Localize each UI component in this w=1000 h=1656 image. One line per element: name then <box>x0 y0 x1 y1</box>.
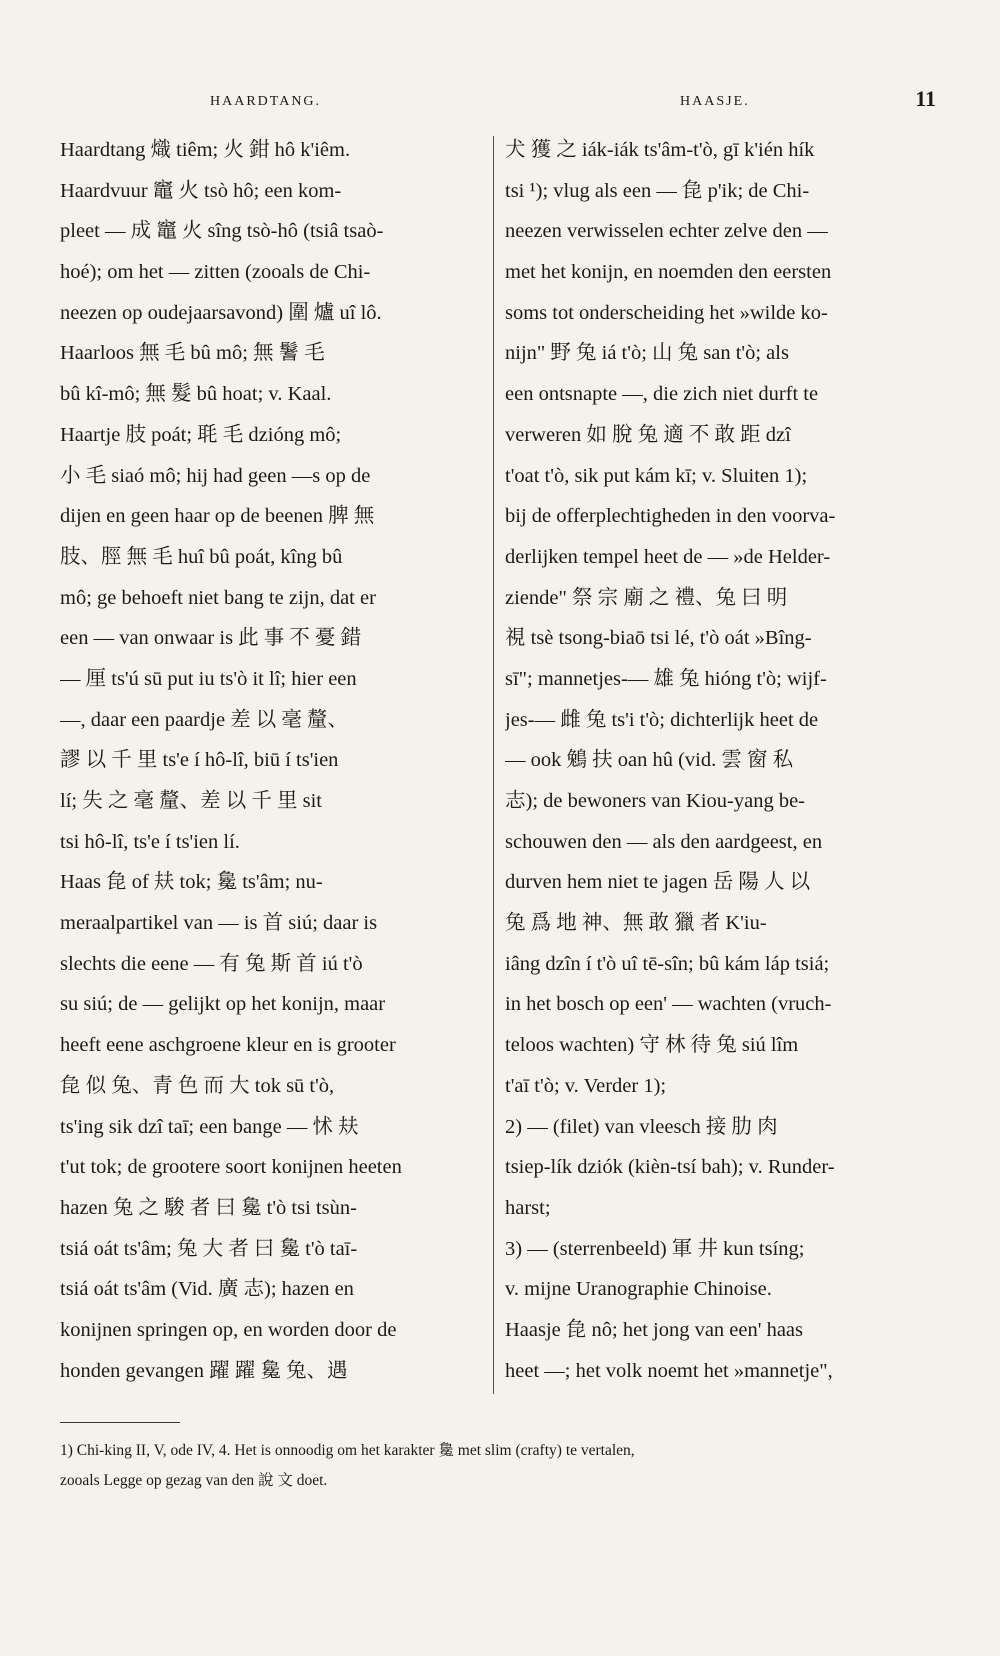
left-column-line: — 厘 ts'ú sū put iu ts'ò it lî; hier een <box>60 667 357 690</box>
right-column-line: bij de offerplechtigheden in den voorva- <box>505 505 836 528</box>
right-column-line: 3) — (sterrenbeeld) 軍 井 kun tsíng; <box>505 1237 805 1260</box>
left-column-line: konijnen springen op, en worden door de <box>60 1318 397 1341</box>
left-column-line: —, daar een paardje 差 以 毫 釐、 <box>60 708 349 731</box>
right-column-line: nijn" 野 兔 iá t'ò; 山 兔 san t'ò; als <box>505 342 789 365</box>
left-column-line: pleet — 成 竈 火 sîng tsò-hô (tsiâ tsaò- <box>60 220 384 243</box>
right-column-line: t'aī t'ò; v. Verder 1); <box>505 1074 667 1097</box>
right-column-line: soms tot onderscheiding het »wilde ko- <box>505 301 828 324</box>
left-column-line: hazen 兔 之 駿 者 曰 毚 t'ò tsi tsùn- <box>60 1196 357 1219</box>
right-column-line: jes-— 雌 兔 ts'i t'ò; dichterlijk heet de <box>505 708 819 731</box>
left-column-line: een — van onwaar is 此 事 不 憂 錯 <box>60 627 362 650</box>
right-column-line: derlijken tempel heet de — »de Helder- <box>505 545 831 568</box>
page-header <box>60 86 940 120</box>
right-column-line: 2) — (filet) van vleesch 接 肋 肉 <box>505 1115 778 1138</box>
right-column-line: heet —; het volk noemt het »mannetje", <box>505 1359 833 1382</box>
left-column <box>60 130 480 1391</box>
right-column-line: 志); de bewoners van Kiou-yang be- <box>505 790 806 812</box>
right-column-line: schouwen den — als den aardgeest, en <box>505 830 823 853</box>
right-column <box>505 130 930 1391</box>
footnotes-line: zooals Legge op gezag van den 說 文 doet. <box>60 1472 328 1489</box>
left-column-line: Haardvuur 竈 火 tsò hô; een kom- <box>60 179 342 202</box>
left-column-line: honden gevangen 躍 躍 毚 兔、遇 <box>60 1359 348 1382</box>
left-column-line: su siú; de — gelijkt op het konijn, maar <box>60 993 386 1016</box>
left-column-line: ts'ing sik dzî taī; een bange — 怵 㚘 <box>60 1115 359 1138</box>
left-column-line: slechts die eene — 有 兔 斯 首 iú t'ò <box>60 952 363 975</box>
left-column-line: heeft eene aschgroene kleur en is grooter <box>60 1034 396 1057</box>
left-column-line: dijen en geen haar op de beenen 脾 無 <box>60 505 375 528</box>
left-column-line: 謬 以 千 里 ts'e í hô-lî, biū í ts'ien <box>60 749 339 772</box>
left-column-line: t'ut tok; de grootere soort konijnen heeten <box>60 1156 402 1179</box>
right-column-line: tsi ¹); vlug als een — 㲋 p'ik; de Chi- <box>505 179 810 202</box>
right-column-line: sī"; mannetjes-— 雄 兔 hióng t'ò; wijf- <box>505 667 827 690</box>
right-column-line: met het konijn, en noemden den eersten <box>505 261 832 284</box>
left-column-line: tsi hô-lî, ts'e í ts'ien lí. <box>60 830 240 853</box>
right-column-line: — ook 鵵 扶 oan hû (vid. 雲 窗 私 <box>505 749 794 772</box>
running-head-right: HAASJE. <box>680 94 750 109</box>
left-column-line: neezen op oudejaarsavond) 圍 爐 uî lô. <box>60 301 382 324</box>
left-column-line: 小 毛 siaó mô; hij had geen —s op de <box>60 464 371 487</box>
footnotes-line: 1) Chi-king II, V, ode IV, 4. Het is onnoodig om het karakter 毚 met slim (crafty) te vertalen, <box>60 1442 635 1459</box>
right-column-line: in het bosch op een' — wachten (vruch- <box>505 993 832 1016</box>
page-number: 11 <box>915 86 936 111</box>
right-column-line: Haasje 㲋 nô; het jong van een' haas <box>505 1318 804 1341</box>
right-column-line: neezen verwisselen echter zelve den — <box>505 220 828 243</box>
left-column-line: Haas 㲋 of 㚘 tok; 毚 ts'âm; nu- <box>60 871 323 894</box>
right-column-line: durven hem niet te jagen 岳 陽 人 以 <box>505 871 811 894</box>
left-column-line: hoé); om het — zitten (zooals de Chi- <box>60 261 371 284</box>
left-column-line: bû kî-mô; 無 髮 bû hoat; v. Kaal. <box>60 383 332 406</box>
left-column-line: Haarloos 無 毛 bû mô; 無 鬐 毛 <box>60 342 325 365</box>
right-column-line: v. mijne Uranographie Chinoise. <box>505 1278 772 1301</box>
left-column-line: lí; 失 之 毫 釐、差 以 千 里 sit <box>60 790 322 812</box>
right-column-line: verweren 如 脫 兔 適 不 敢 距 dzî <box>505 423 791 446</box>
left-column-line: Haardtang 熾 tiêm; 火 鉗 hô k'iêm. <box>60 139 351 161</box>
left-column-line: 肢、脛 無 毛 huî bû poát, kîng bû <box>60 545 343 568</box>
running-head-left: HAARDTANG. <box>210 94 322 109</box>
right-column-line: ziende" 祭 宗 廟 之 禮、兔 曰 明 <box>505 586 788 609</box>
right-column-line: iâng dzîn í t'ò uî tē-sîn; bû kám láp tsiá; <box>505 952 830 975</box>
left-column-line: 㲋 似 兔、青 色 而 大 tok sū t'ò, <box>60 1074 335 1097</box>
column-divider <box>493 136 494 1394</box>
footnotes <box>60 1436 940 1496</box>
right-column-line: tsiep-lík dziók (kièn-tsí bah); v. Runder- <box>505 1156 835 1179</box>
right-column-line: 犬 獲 之 iák-iák ts'âm-t'ò, gī k'ién hík <box>505 139 815 161</box>
left-column-line: mô; ge behoeft niet bang te zijn, dat er <box>60 586 376 609</box>
right-column-line: teloos wachten) 守 林 待 兔 siú lîm <box>505 1034 799 1057</box>
right-column-line: harst; <box>505 1196 551 1219</box>
right-column-line: t'oat t'ò, sik put kám kī; v. Sluiten 1); <box>505 464 808 487</box>
right-column-line: 兔 爲 地 神、無 敢 獵 者 K'iu- <box>505 912 767 935</box>
left-column-line: meraalpartikel van — is 首 siú; daar is <box>60 912 378 935</box>
left-column-line: tsiá oát ts'âm (Vid. 廣 志); hazen en <box>60 1278 354 1301</box>
left-column-line: tsiá oát ts'âm; 兔 大 者 曰 毚 t'ò taī- <box>60 1237 358 1260</box>
left-column-line: Haartje 肢 poát; 毦 毛 dzióng mô; <box>60 423 342 446</box>
footnote-rule <box>60 1422 180 1423</box>
right-column-line: een ontsnapte —, die zich niet durft te <box>505 383 819 406</box>
right-column-line: 視 tsè tsong-biaō tsi lé, t'ò oát »Bîng- <box>505 627 812 650</box>
